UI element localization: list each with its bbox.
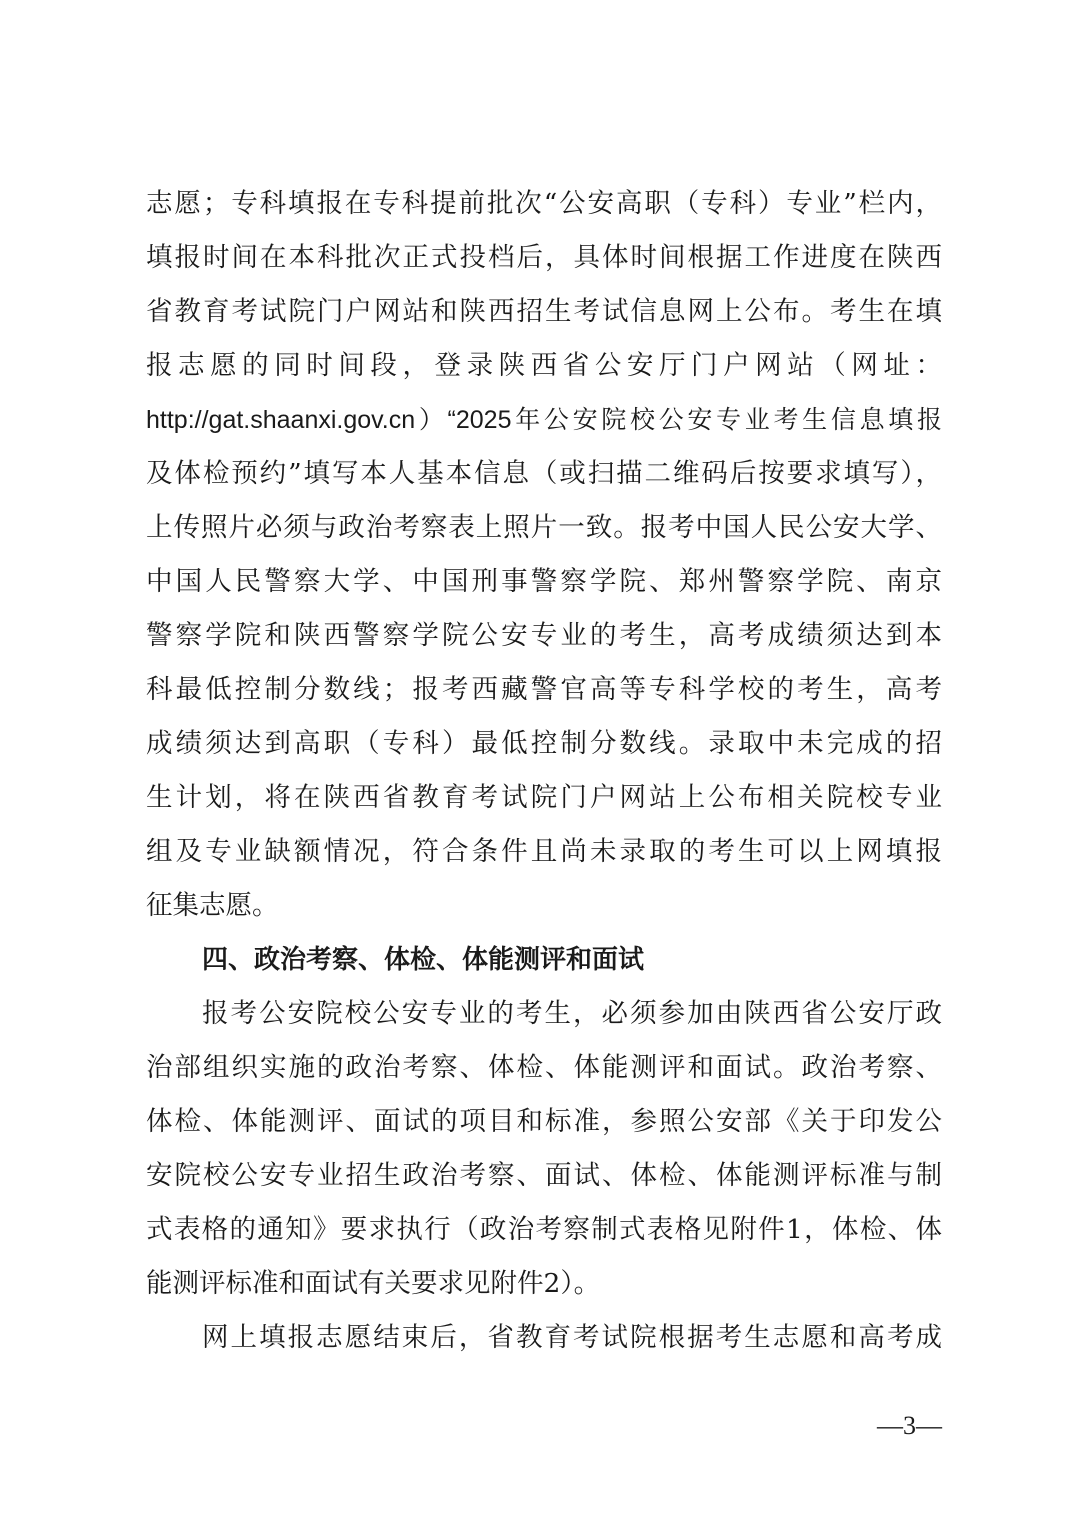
body-line: 省教育考试院门户网站和陕西招生考试信息网上公布。考生在填	[146, 296, 942, 327]
body-line: 治部组织实施的政治考察、体检、体能测评和面试。政治考察、	[146, 1052, 942, 1083]
body-line: 成绩须达到高职（专科）最低控制分数线。录取中未完成的招	[146, 728, 942, 759]
body-line: 警察学院和陕西警察学院公安专业的考生，高考成绩须达到本	[146, 620, 942, 651]
body-line: 填报时间在本科批次正式投档后，具体时间根据工作进度在陕西	[146, 242, 942, 273]
body-line: 式表格的通知》要求执行（政治考察制式表格见附件1，体检、体	[146, 1214, 942, 1245]
body-line: 安院校公安专业招生政治考察、面试、体检、体能测评标准与制	[146, 1160, 942, 1191]
body-line-url: http://gat.shaanxi.gov.cn）“2025年公安院校公安专业考生信息填报	[146, 406, 942, 434]
body-line: 能测评标准和面试有关要求见附件2）。	[146, 1268, 601, 1299]
page-number: —3—	[877, 1411, 942, 1440]
body-line: 征集志愿。	[146, 890, 279, 921]
body-line: 生计划，将在陕西省教育考试院门户网站上公布相关院校专业	[146, 782, 942, 813]
body-line: 科最低控制分数线；报考西藏警官高等专科学校的考生，高考	[146, 674, 942, 705]
body-line: 中国人民警察大学、中国刑事警察学院、郑州警察学院、南京	[146, 566, 942, 597]
body-line: 组及专业缺额情况，符合条件且尚未录取的考生可以上网填报	[146, 836, 942, 867]
body-line: 上传照片必须与政治考察表上照片一致。报考中国人民公安大学、	[146, 512, 942, 543]
section-heading: 四、政治考察、体检、体能测评和面试	[202, 945, 645, 975]
body-line: 报志愿的同时间段，登录陕西省公安厅门户网站（网址：	[146, 350, 942, 381]
body-line: 志愿；专科填报在专科提前批次“公安高职（专科）专业”栏内，	[146, 188, 942, 219]
body-line: 体检、体能测评、面试的项目和标准，参照公安部《关于印发公	[146, 1106, 942, 1137]
body-line: 及体检预约”填写本人基本信息（或扫描二维码后按要求填写），	[146, 458, 942, 489]
body-line: 报考公安院校公安专业的考生，必须参加由陕西省公安厅政	[202, 998, 942, 1029]
body-line: 网上填报志愿结束后，省教育考试院根据考生志愿和高考成	[202, 1322, 942, 1353]
